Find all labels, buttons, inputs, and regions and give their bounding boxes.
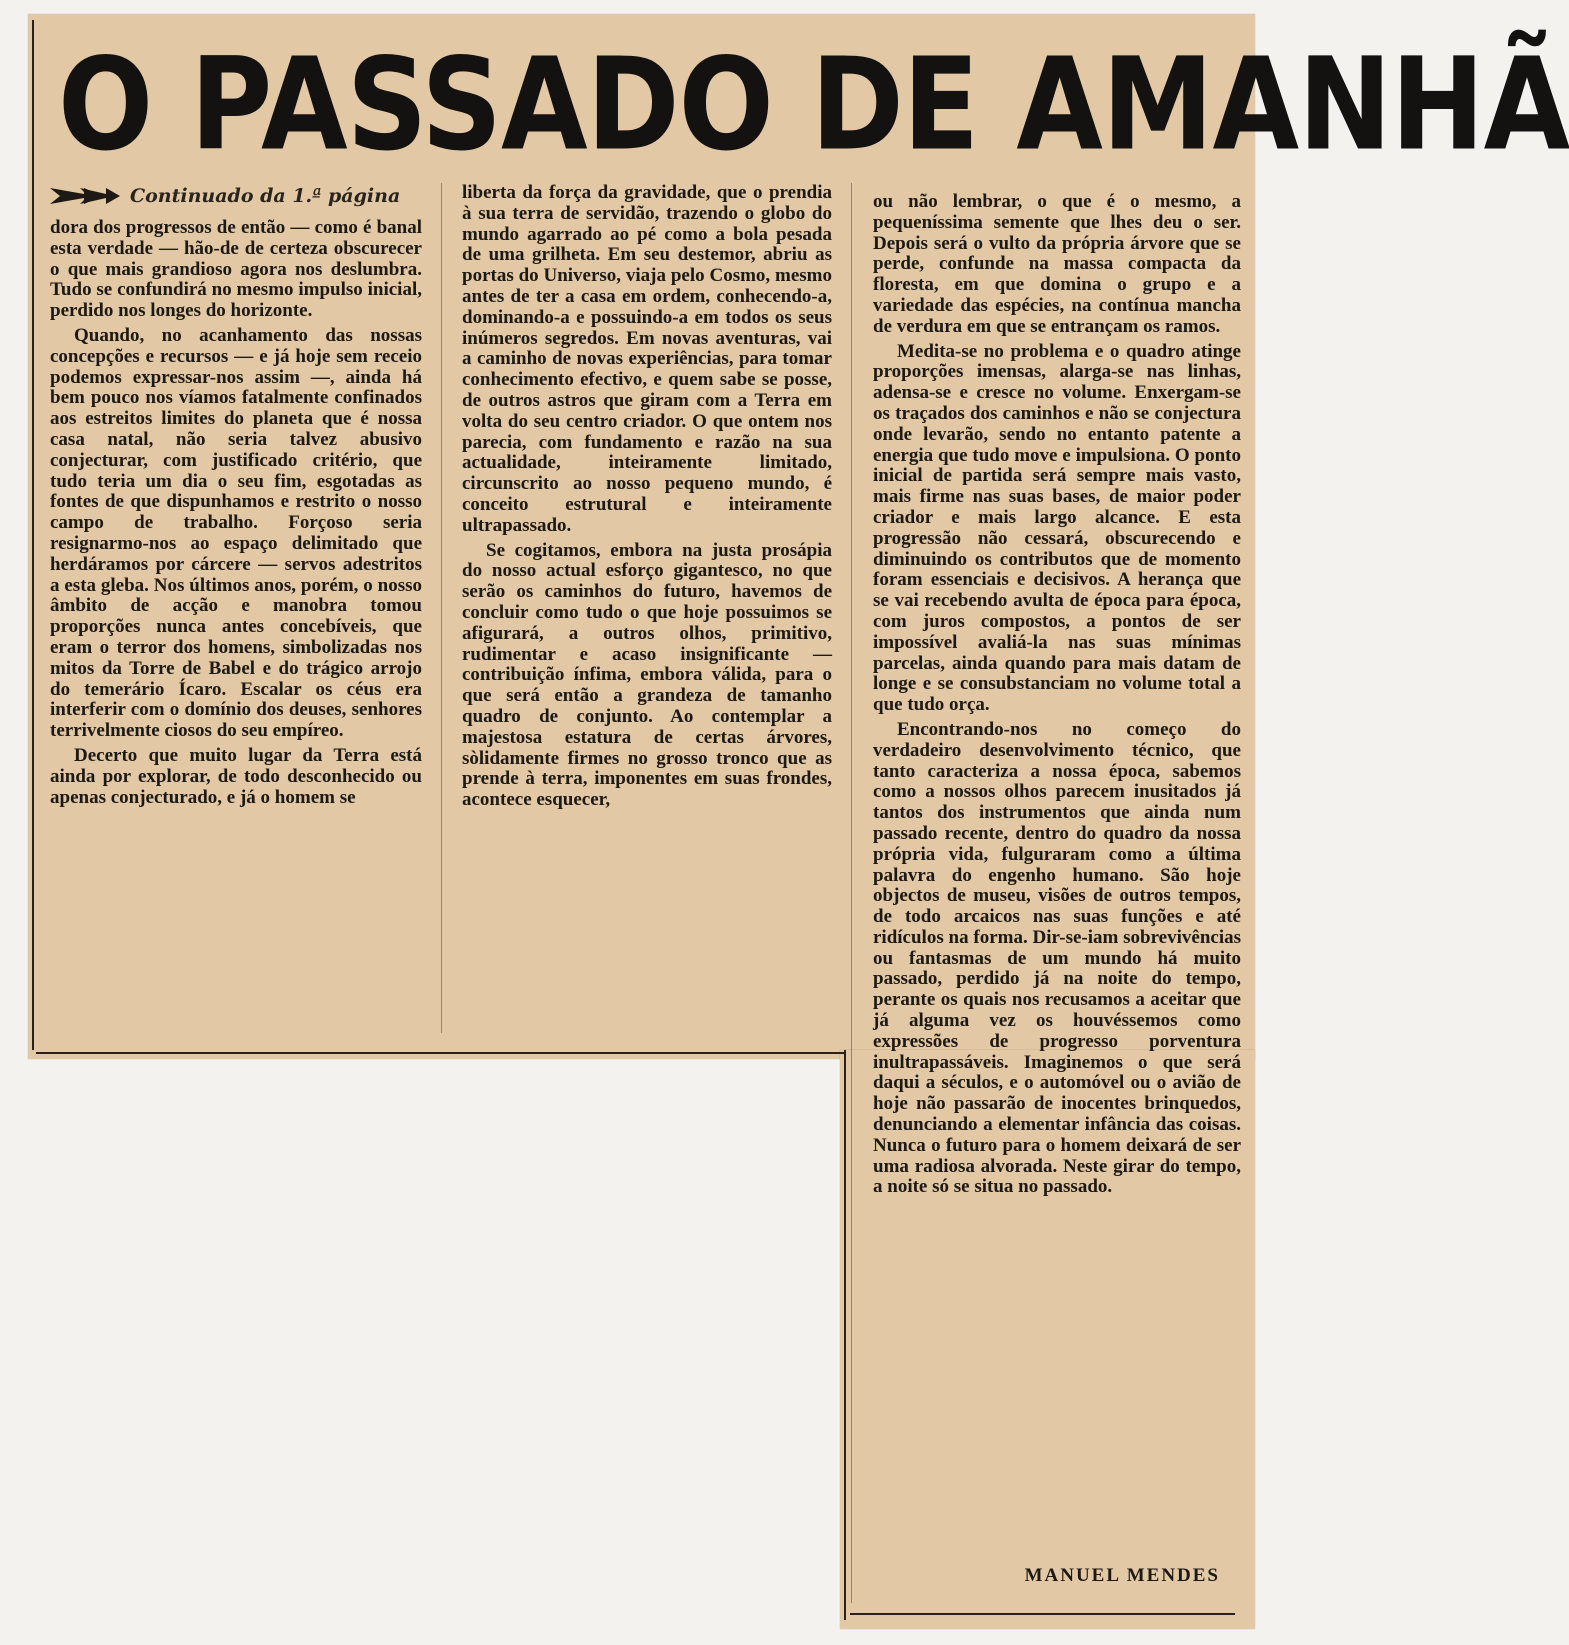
paragraph: Encontrando-nos no começo do verdadeiro desenvolvimento técnico, que tanto caracteriza a nossa época, sabemos como a nossos olhos parecem inusitados já tantos dos instrumentos que ainda num passado recente, dentro do quadro da nossa própria vida, fulguraram como a última palavra do engenho humano. São hoje objectos de museu, visões de outros tempos, de todo arcaicos nas suas funções e até ridículos na forma. Dir-se-iam sobrevivências ou fantasmas de um mundo há muito passado, perdido já na noite do tempo, perante os quais nos recusamos a aceitar que já alguma vez os houvéssemos como expressões de progresso porventura inultrapassáveis. Imaginemos o que será daqui a séculos, e o automóvel ou o avião de hoje não passarão de inocentes brinquedos, denunciando a elementar infância das coisas. Nunca o futuro para o homem deixará de ser uma radiosa alvorada. Neste girar do tempo, a noite só se situa no passado. bbox=[873, 718, 1241, 1198]
arrow-right-icon bbox=[50, 184, 120, 208]
paragraph: liberta da força da gravidade, que o prendia à sua terra de servidão, trazendo o globo do mundo agarrado ao pé como a bola pesada de uma grilheta. Em seu destemor, abriu as portas do Universo, viaja pelo Cosmo, mesmo antes de ter a casa em ordem, conhecendo-a, dominando-a e possuindo-a em todos os seus inúmeros segredos. Em novas aventuras, vai a caminho de novas experiências, para tomar conhecimento efectivo, e quem sabe se posse, de outros astros que giram com a Terra em volta do seu centro criador. O que ontem nos parecia, com fundamento e razão na sua actualidade, inteiramente limitado, circunscrito ao nosso pequeno mundo, é conceito estrutural e inteiramente ultrapassado. bbox=[462, 182, 832, 536]
paragraph: Quando, no acanhamento das nossas concepções e recursos — e já hoje sem receio podemos expressar-nos assim —, ainda há bem pouco nos víamos fatalmente confinados aos estreitos limites do planeta que é nossa casa natal, não seria talvez abusivo conjecturar, com justificado critério, que tudo teria um dia o seu fim, esgotadas as fontes de que dispunhamos e restrito o nosso campo de trabalho. Forçoso seria resignarmo-nos ao espaço delimitado que herdáramos por cárcere — servos adestritos a esta gleba. Nos últimos anos, porém, o nosso âmbito de acção e manobra tomou proporções nunca antes concebíveis, que eram o terror dos homens, simbolizadas nos mitos da Torre de Babel e do trágico arrojo do temerário Ícaro. Escalar os céus era interferir com o domínio dos deuses, senhores terrivelmente ciosos do seu empíreo. bbox=[50, 324, 422, 742]
column-1 bbox=[50, 218, 422, 808]
paragraph: Se cogitamos, embora na justa prosápia do nosso actual esforço gigantesco, no que serão os caminhos do futuro, havemos de concluir como tudo o que hoje possuimos se afigurará, a outros olhos, primitivo, rudimentar e acaso insignificante — contribuição ínfima, embora válida, para o que será então a grandeza de tamanho quadro de conjunto. Ao contemplar a majestosa estatura de certas árvores, sòlidamente firmes no grosso tronco que as prende à terra, imponentes em suas frondes, acontece esquecer, bbox=[462, 539, 832, 811]
column-2 bbox=[462, 183, 832, 811]
continued-label: Continuado da 1.ª página bbox=[130, 185, 401, 207]
column-divider-2 bbox=[851, 183, 852, 1603]
paragraph: dora dos progressos de então — como é banal esta verdade — hão-de de certeza obscurecer o que mais grandioso agora nos deslumbra. Tudo se confundirá no mesmo impulso inicial, perdido nos longes do horizonte. bbox=[50, 217, 422, 322]
headline: O PASSADO DE AMANHÃ bbox=[58, 30, 1569, 180]
paragraph: ou não lembrar, o que é o mesmo, a pequeníssima semente que lhes deu o ser. Depois será o vulto da própria árvore que se perde, confunde na massa compacta da floresta, em que domina o grupo e a variedade das espécies, na contínua mancha de verdura em que se entrançam os ramos. bbox=[873, 191, 1241, 337]
column-bottom-rule bbox=[36, 1052, 846, 1054]
bottom-right-border-rule bbox=[844, 1050, 846, 1620]
continued-marker bbox=[50, 180, 430, 212]
paragraph: Medita-se no problema e o quadro atinge proporções imensas, alarga-se nas linhas, adensa-se e cresce no volume. Enxergam-se os traçados dos caminhos e não se conjectura onde levarão, sendo no entanto patente a energia que tudo move e impulsiona. O ponto inicial de partida será sempre mais vasto, mais firme nas suas bases, de maior poder criador e mais largo alcance. E esta progressão não cessará, obscurecendo e diminuindo os contributos que de momento foram essenciais e decisivos. A herança que se vai recebendo avulta de época para época, com juros compostos, a pontos de ser impossível avaliá-la nas suas mínimas parcelas, ainda quando para mais datam de longe e se consubstanciam no volume total a que tudo orça. bbox=[873, 340, 1241, 716]
paragraph: Decerto que muito lugar da Terra está ainda por explorar, de todo desconhecido ou apenas conjecturado, e já o homem se bbox=[50, 744, 422, 808]
column-divider-1 bbox=[441, 183, 442, 1033]
left-border-rule bbox=[32, 20, 34, 1050]
article-end-rule bbox=[850, 1613, 1235, 1615]
author-byline: MANUEL MENDES bbox=[1024, 1565, 1220, 1586]
column-3 bbox=[873, 192, 1241, 1198]
